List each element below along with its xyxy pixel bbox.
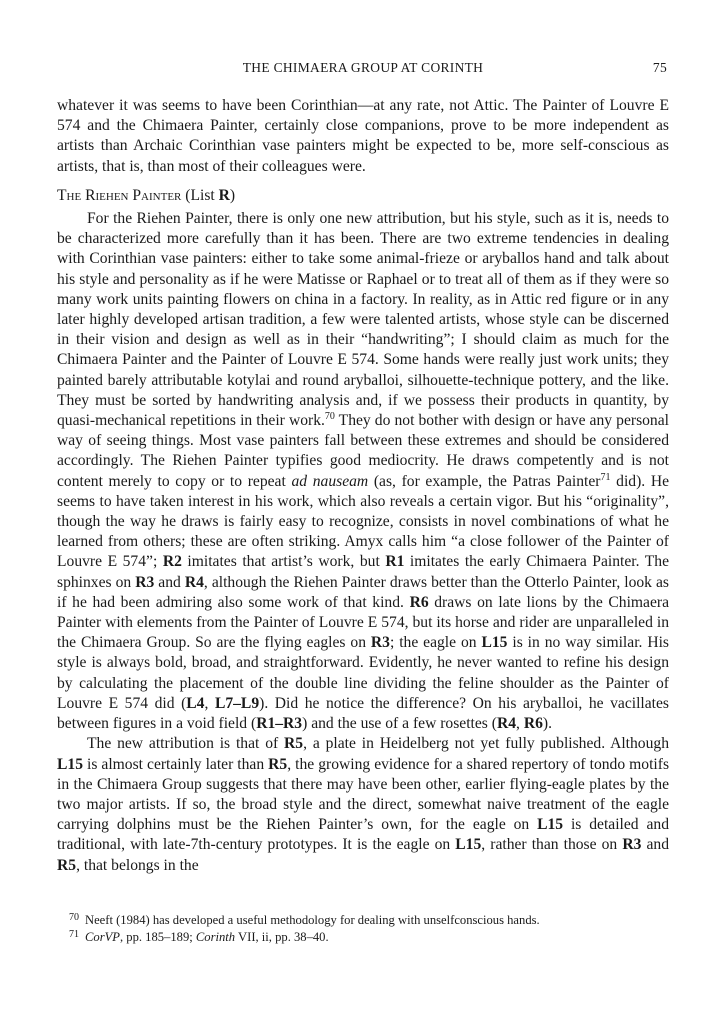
page-number: 75 xyxy=(652,60,667,75)
text-run: VII, ii, pp. 38–40. xyxy=(235,930,329,944)
section-title: The Riehen Painter xyxy=(57,186,182,204)
text-run: (as, for example, the Patras Painter xyxy=(368,472,601,490)
catalog-ref: R4 xyxy=(184,573,204,591)
section-list-close: ) xyxy=(229,186,236,204)
section-list-open: (List xyxy=(185,186,219,204)
text-run: draws on late lions by the Chimaera Painter with elements from the Painter of Louvre E 574, but its horse and rider are unparalleled in the Chimaera Group. So are the flying eagles on xyxy=(57,593,669,652)
text-run: imitates that artist’s work, but xyxy=(181,553,386,571)
italic-title: CorVP xyxy=(85,930,120,944)
footnote-ref-71[interactable]: 71 xyxy=(600,471,611,483)
text-run: They do not bother with design or have any personal way of seeing things. Most vase painters fall between these extremes and should be considered accordingly. The Riehen Painter typifies good mediocrity. He draws competently and is not content merely to copy or to repeat xyxy=(57,412,669,490)
text-run: , xyxy=(516,715,524,733)
footnotes xyxy=(57,912,669,946)
footnote-ref-70[interactable]: 70 xyxy=(324,410,335,422)
catalog-ref: L15 xyxy=(455,836,482,854)
footnote-text: Neeft (1984) has developed a useful methodology for dealing with unselfconscious hands. xyxy=(85,913,540,927)
section-heading xyxy=(57,186,669,206)
page xyxy=(57,60,669,876)
text-run: is almost certainly later than xyxy=(83,755,269,773)
footnote-70 xyxy=(57,912,669,929)
catalog-ref: L4 xyxy=(186,694,205,712)
catalog-ref: L7–L9 xyxy=(214,694,260,712)
catalog-ref: R5 xyxy=(57,856,77,874)
catalog-ref: R3 xyxy=(135,573,155,591)
text-run: , a plate in Heidelberg not yet fully published. Although xyxy=(303,735,669,753)
paragraph-2 xyxy=(57,209,669,734)
catalog-ref: R6 xyxy=(409,593,429,611)
paragraph-3 xyxy=(57,734,669,875)
catalog-ref: R1–R3 xyxy=(256,715,303,733)
text-run: For the Riehen Painter, there is only one new attribution, but his style, such as it is, needs to be characterized more carefully than it has been. There are two extreme tendencies in dealing with Corinthian vase painters: either to take some animal-frieze or aryballos hand and talk about his style and personality as if he were Matisse or Raphael or to treat all of them as if they were so many work units painting flowers on china in a factory. In reality, as in Attic red figure or in any later highly developed artisan tradition, a few were talented artists, whose style can be discerned in their vision and design as well as in their “handwriting”; I should claim as much for the Chimaera Painter and the Painter of Louvre E 574. Some hands were really just work units; they painted barely attributable kotylai and round aryballoi, silhouette-technique pottery, and the like. They must be sorted by handwriting analysis and, if we possess their products in quantity, by quasi-mechanical repetitions in their work. xyxy=(57,210,669,430)
text-run: imitates the early Chimaera Painter. The sphinxes on xyxy=(57,553,669,591)
section-list-letter: R xyxy=(218,186,230,204)
text-run: and xyxy=(641,836,669,854)
text-run: , xyxy=(204,694,215,712)
footnote-number: 70 xyxy=(69,912,79,923)
text-run: , rather than those on xyxy=(481,836,623,854)
text-run: is detailed and traditional, with late-7th-century prototypes. It is the eagle on xyxy=(57,816,669,854)
catalog-ref: R4 xyxy=(496,715,517,733)
catalog-ref: R5 xyxy=(284,735,304,753)
text-run: ). Did he notice the difference? On his aryballoi, he vacillates between figures in a void field ( xyxy=(57,694,670,733)
text-run: , that belongs in the xyxy=(76,856,199,874)
text-run: , pp. 185–189; xyxy=(119,930,196,944)
catalog-ref: L15 xyxy=(57,755,83,773)
footnote-71 xyxy=(57,929,669,946)
catalog-ref: L15 xyxy=(537,816,564,834)
paragraph-1: whatever it was seems to have been Corinthian—at any rate, not Attic. The Painter of Louvre E 574 and the Chimaera Painter, certainly close companions, prove to be more independent as artists than Archaic Corinthian vase painters might be expected to be, more self-conscious as artists, that is, than most of their colleagues were. xyxy=(57,97,669,175)
catalog-ref: R3 xyxy=(370,634,390,652)
text-run: and xyxy=(154,573,185,591)
body-text xyxy=(57,96,669,876)
text-run: did). He seems to have taken interest in his work, which also reveals a certain vigor. But his “originality”, though the way he draws is fairly easy to recognize, consists in novel combinations of what he learned from others; these are often striking. Amyx calls him “a close follower of the Painter of Louvre E 574”; xyxy=(57,472,670,571)
catalog-ref: R2 xyxy=(162,553,182,571)
text-run: ; the eagle on xyxy=(389,634,482,652)
catalog-ref: R6 xyxy=(523,715,543,733)
italic-term: ad nauseam xyxy=(291,472,369,490)
footnote-number: 71 xyxy=(69,929,79,940)
italic-title: Corinth xyxy=(195,930,236,944)
catalog-ref: L15 xyxy=(481,634,508,652)
catalog-ref: R3 xyxy=(622,836,642,854)
catalog-ref: R5 xyxy=(268,755,288,773)
footnote-text xyxy=(85,929,329,946)
text-run: ) and the use of a few rosettes ( xyxy=(302,715,497,733)
text-run: , the growing evidence for a shared repertory of tondo motifs in the Chimaera Group suggests that there may have been other, earlier flying-eagle plates by the two major artists. If so, the broad style and the direct, somewhat naive treatment of the eagle carrying dolphins must be the Riehen Painter’s own, for the eagle on xyxy=(57,755,670,834)
text-run: , although the Riehen Painter draws better than the Otterlo Painter, look as if he had been admiring also some work of that kind. xyxy=(57,573,669,611)
running-title: THE CHIMAERA GROUP AT CORINTH xyxy=(242,60,484,75)
text-run: ). xyxy=(542,715,552,733)
text-run: is in no way similar. His style is always bold, broad, and straightforward. Evidently, he never wanted to refine his design by calculating the placement of the double line dividing the feline shoulder as the Painter of Louvre E 574 did ( xyxy=(57,634,669,712)
text-run: The new attribution is that of xyxy=(87,735,285,753)
catalog-ref: R1 xyxy=(385,553,405,571)
running-head xyxy=(57,60,669,80)
